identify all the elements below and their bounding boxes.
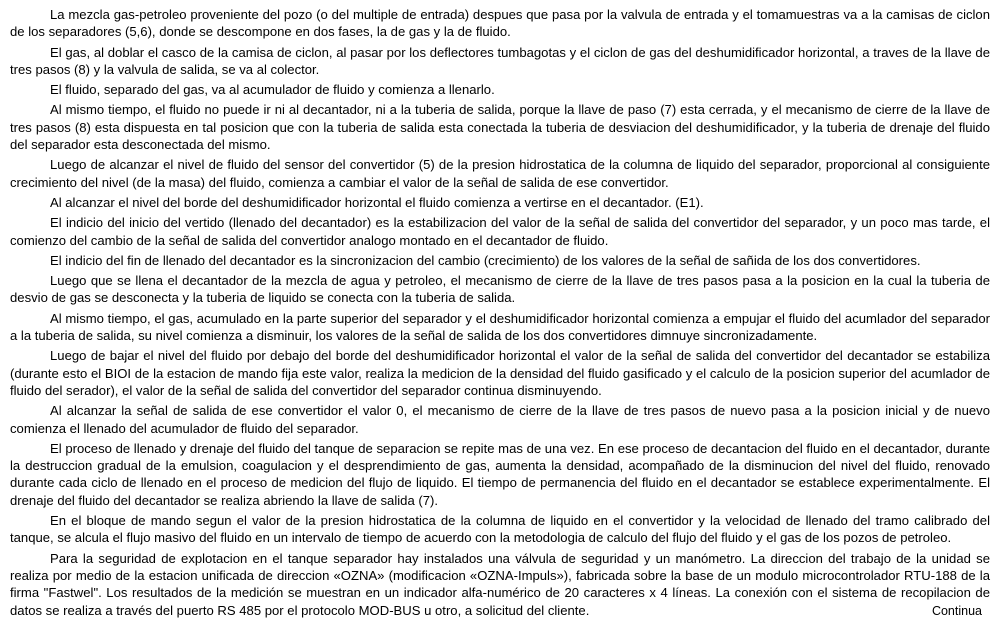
document-body	[10, 6, 990, 622]
paragraph: Luego que se llena el decantador de la mezcla de agua y petroleo, el mecanismo de cierre de la llave de tres pasos pasa a la posicion en la cual la tuberia de desvio de gas se desconecta y la tuberia de liquido se conecta con la tuberia de salida.	[10, 273, 990, 306]
paragraph: Al mismo tiempo, el fluido no puede ir ni al decantador, ni a la tuberia de salida, porque la llave de paso (7) esta cerrada, y el mecanismo de cierre de la llave de tres pasos (8) esta dispuesta en tal posicion que con la tuberia de salida esta conectada la tuberia de desviacion del deshumidificador, y la tuberia de drenaje del fluido del separador esta desconectada del mismo.	[10, 102, 990, 153]
paragraph: El proceso de llenado y drenaje del fluido del tanque de separacion se repite mas de una vez. En ese proceso de decantacion del fluido en el decantador, durante la destruccion gradual de la emulsion, coagulacion y el desprendimiento de gas, aumenta la densidad, acompañado de la disminucion del nivel del fluido, renovado durante cada ciclo de llenado en el proceso de medicion del flujo de liquido. El tiempo de permanencia del fluido en el decantador se establece experimentalmente. El drenaje del fluido del decantador se realiza abriendo la llave de salida (7).	[10, 440, 990, 508]
paragraph: Al alcanzar el nivel del borde del deshumidificador horizontal el fluido comienza a vertirse en el decantador. (E1).	[50, 194, 704, 210]
paragraph: El fluido, separado del gas, va al acumulador de fluido y comienza a llenarlo.	[50, 82, 495, 98]
paragraph: Al mismo tiempo, el gas, acumulado en la parte superior del separador y el deshumidificador horizontal comienza a empujar el fluido del acumlador del separador a la tuberia de salida, su nivel comienza a disminuir, los valores de la señal de salida de los dos convertidores dimnuye sincronizadamente.	[10, 310, 990, 344]
continue-label: Continua	[931, 604, 982, 618]
paragraph: El indicio del fin de llenado del decantador es la sincronizacion del cambio (crecimiento) de los valores de la señal de sañida de los dos convertidores.	[50, 252, 921, 268]
paragraph: El gas, al doblar el casco de la camisa de ciclon, al pasar por los deflectores tumbagotas y el ciclon de gas del deshumidificador horizontal, a traves de la llave de tres pasos (8) y la valvula de salida, se va al colector.	[10, 44, 990, 77]
paragraph: El indicio del inicio del vertido (llenado del decantador) es la estabilizacion del valor de la señal de salida del convertidor del separador, y un poco mas tarde, el comienzo del cambio de la señal de salida del convertidor analogo montado en el decantador de fluido.	[10, 215, 990, 248]
paragraph: Para la seguridad de explotacion en el tanque separador hay instalados una válvula de seguridad y un manómetro. La direccion del trabajo de la unidad se realiza por medio de la estacion unificada de direccion «OZNA» (modificacion «OZNA-Impuls»), fabricada sobre la base de un modulo microcontrolador RTU-188 de la firma "Fastwel". Los resultados de la medición se muestran en un indicador alfa-numérico de 20 caracteres x 4 líneas. La conexión con el sistema de recopilacion de datos se realiza a través del puerto RS 485 por el protocolo MOD-BUS u otro, a solicitud del cliente.	[10, 550, 990, 618]
paragraph: La mezcla gas-petroleo proveniente del pozo (o del multiple de entrada) despues que pasa por la valvula de entrada y el tomamuestras va a la camisas de ciclon de los separadores (5,6), donde se descompone en dos fases, la de gas y la de fluido.	[10, 7, 990, 40]
paragraph: Al alcanzar la señal de salida de ese convertidor el valor 0, el mecanismo de cierre de la llave de tres pasos de nuevo pasa a la posicion inicial y de nuevo comienza el llenado del acumulador de fluido del separador.	[10, 403, 990, 436]
paragraph: En el bloque de mando segun el valor de la presion hidrostatica de la columna de liquido en el convertidor y la velocidad de llenado del tramo calibrado del tanque, se alcula el flujo masivo del fluido en un intervalo de tiempo de acuerdo con la metodologia de calculo del flujo del fluido y el gas de los pozos de petroleo.	[10, 513, 990, 546]
paragraph: Luego de alcanzar el nivel de fluido del sensor del convertidor (5) de la presion hidrostatica de la columna de liquido del separador, proporcional al consiguiente crecimiento del nivel (de la masa) del fluido, comienza a cambiar el valor de la señal de salida de ese convertidor.	[10, 157, 990, 190]
paragraph: Luego de bajar el nivel del fluido por debajo del borde del deshumidificador horizontal el valor de la señal de salida del convertidor del decantador se estabiliza (durante esto el BIOI de la estacion de mando fija este valor, realiza la medicion de la densidad del fluido gasificado y el calculo de la posicion superior del acumlador de fluido del serador), el valor de la señal de salida del convertidor del separador continua disminuyendo.	[10, 348, 990, 398]
